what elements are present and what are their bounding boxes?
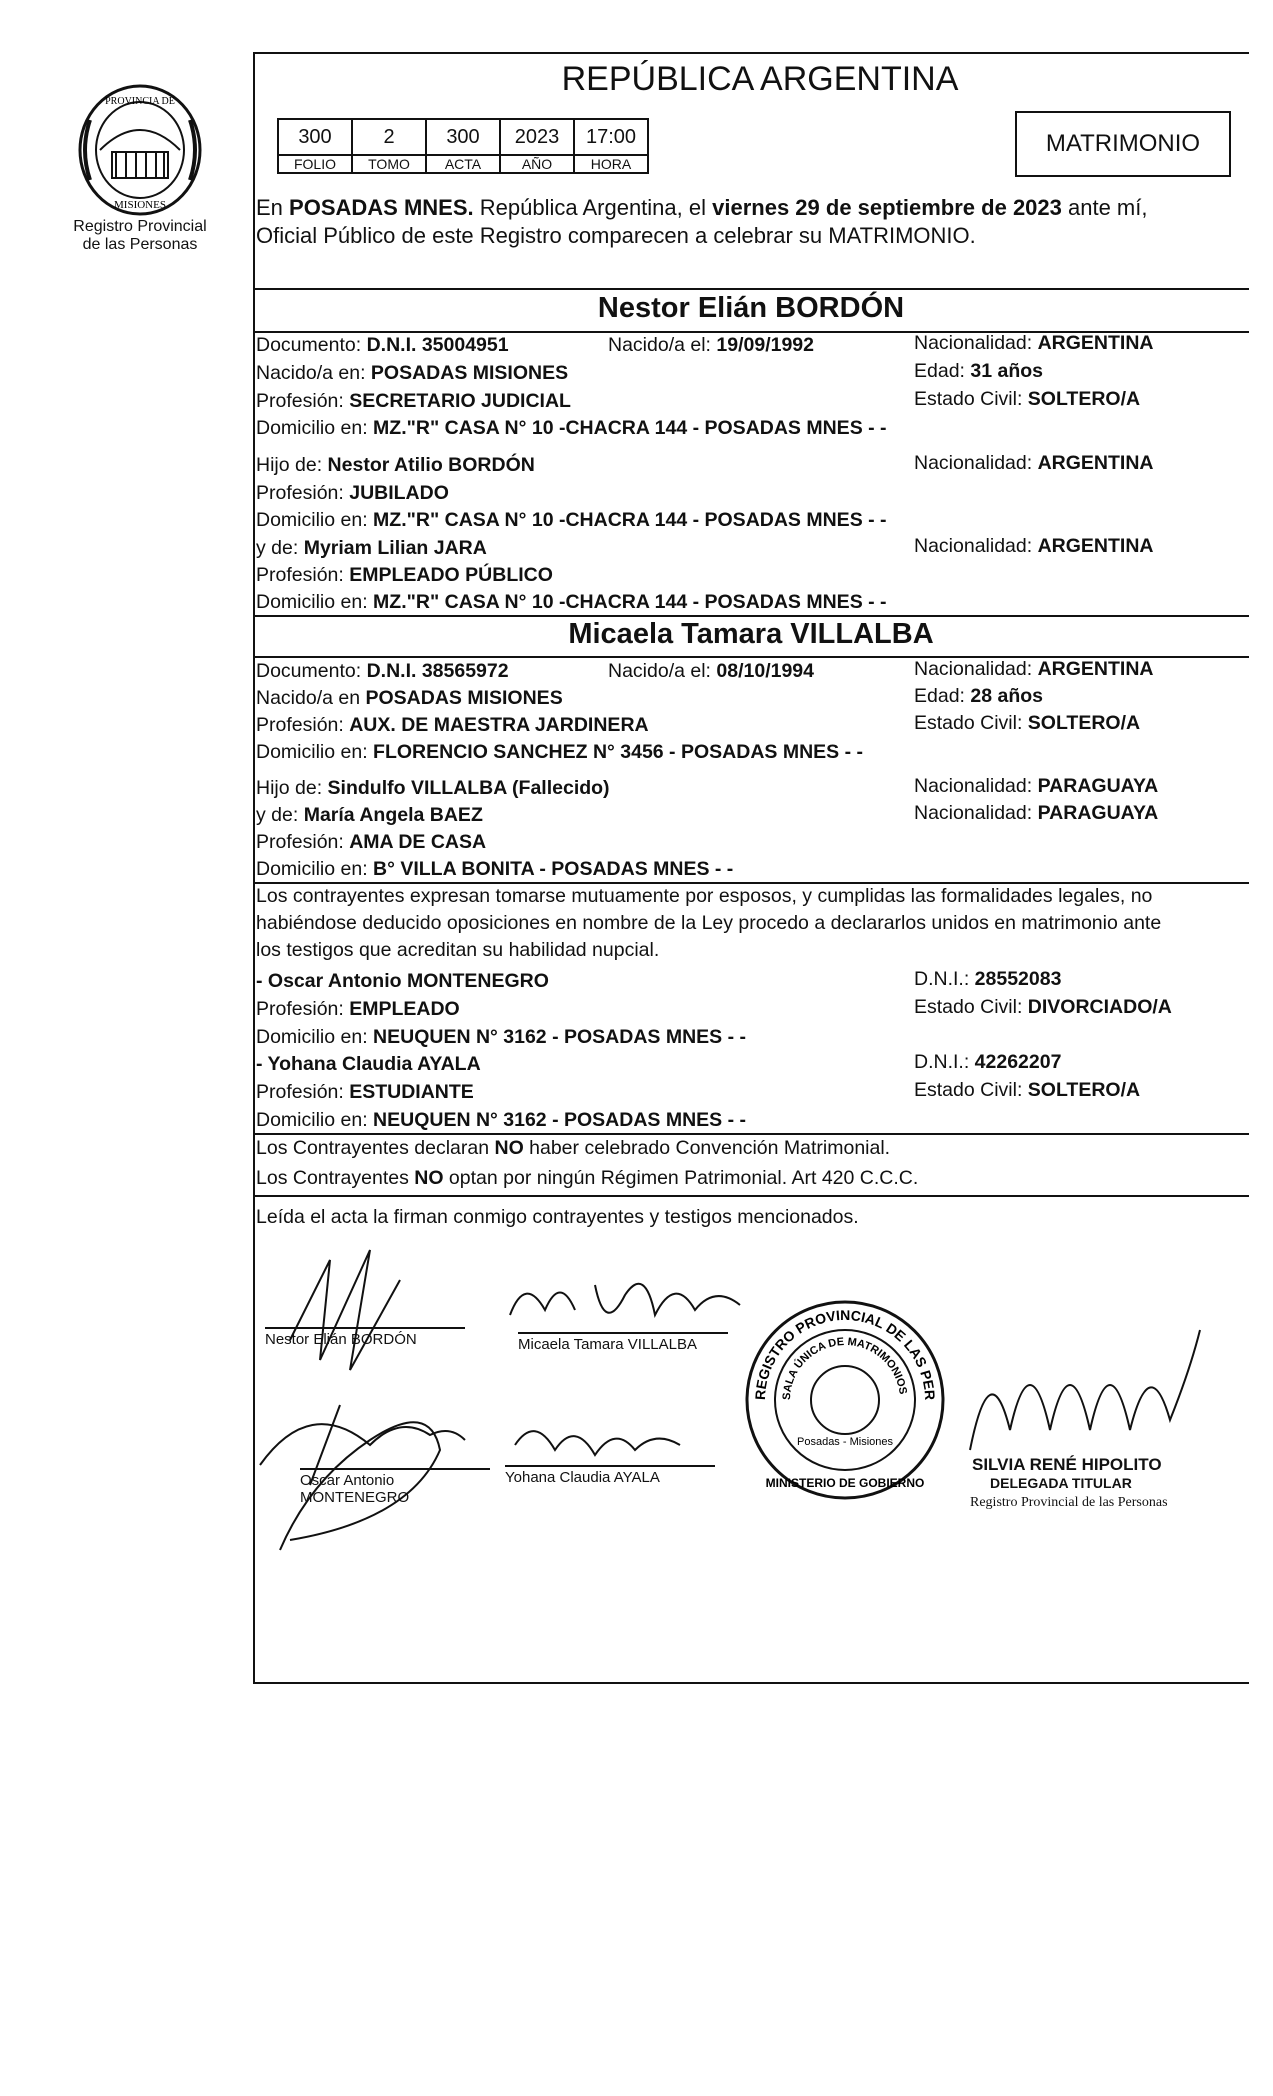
svg-text:SALA ÚNICA DE MATRIMONIOS: SALA ÚNICA DE MATRIMONIOS xyxy=(780,1335,909,1401)
hora-value: 17:00 xyxy=(574,119,648,155)
groom-age: Edad: 31 años xyxy=(914,360,1044,382)
bride-nationality: Nacionalidad: ARGENTINA xyxy=(914,658,1154,680)
bride-father: Hijo de: Sindulfo VILLALBA (Fallecido) xyxy=(256,777,610,799)
hora-label: HORA xyxy=(574,155,648,173)
witness-1-address: Domicilio en: NEUQUEN N° 3162 - POSADAS MNES - - xyxy=(256,1026,746,1048)
declaration-line-2: habiéndose deducido oposiciones en nombre de la Ley procedo a declararlos unidos en matrimonio ante xyxy=(256,912,1162,934)
groom-father-nationality: Nacionalidad: ARGENTINA xyxy=(914,452,1154,474)
groom-document: Documento: D.N.I. 35004951 xyxy=(256,334,509,356)
bride-mother-profession: Profesión: AMA DE CASA xyxy=(256,831,487,853)
declaration-line-1: Los contrayentes expresan tomarse mutuamente por esposos, y cumplidas las formalidades legales, no xyxy=(256,885,1153,907)
bride-document: Documento: D.N.I. 38565972 xyxy=(256,660,509,682)
witness-2-name: - Yohana Claudia AYALA xyxy=(256,1053,481,1075)
closing-statement: Leída el acta la firman conmigo contrayentes y testigos mencionados. xyxy=(256,1206,859,1228)
bride-birthdate: Nacido/a el: 08/10/1994 xyxy=(608,660,815,682)
groom-birthplace: Nacido/a en: POSADAS MISIONES xyxy=(256,362,569,384)
bride-profession: Profesión: AUX. DE MAESTRA JARDINERA xyxy=(256,714,649,736)
witness-2-address: Domicilio en: NEUQUEN N° 3162 - POSADAS MNES - - xyxy=(256,1109,746,1131)
bride-mother-nationality: Nacionalidad: PARAGUAYA xyxy=(914,802,1159,824)
official-signature-scribble xyxy=(960,1310,1210,1460)
bride-father-nationality: Nacionalidad: PARAGUAYA xyxy=(914,775,1159,797)
bride-civil-status: Estado Civil: SOLTERO/A xyxy=(914,712,1141,734)
groom-address: Domicilio en: MZ."R" CASA N° 10 -CHACRA 144 - POSADAS MNES - - xyxy=(256,417,887,439)
groom-profession: Profesión: SECRETARIO JUDICIAL xyxy=(256,390,571,412)
acta-label: ACTA xyxy=(426,155,500,173)
witness-2-profession: Profesión: ESTUDIANTE xyxy=(256,1081,474,1103)
official-name: SILVIA RENÉ HIPOLITO xyxy=(972,1455,1162,1474)
divider xyxy=(253,615,1249,617)
groom-father: Hijo de: Nestor Atilio BORDÓN xyxy=(256,454,535,476)
groom-mother-address: Domicilio en: MZ."R" CASA N° 10 -CHACRA 144 - POSADAS MNES - - xyxy=(256,591,887,613)
groom-mother: y de: Myriam Lilian JARA xyxy=(256,537,487,559)
witness-1-signature-label: Oscar Antonio MONTENEGRO xyxy=(300,1468,490,1506)
witness-2-signature-label: Yohana Claudia AYALA xyxy=(505,1465,715,1486)
bride-mother-address: Domicilio en: B° VILLA BONITA - POSADAS MNES - - xyxy=(256,858,734,880)
declaration-line-3: los testigos que acreditan su habilidad nupcial. xyxy=(256,939,660,961)
official-organization: Registro Provincial de las Personas xyxy=(970,1495,1168,1510)
groom-mother-profession: Profesión: EMPLEADO PÚBLICO xyxy=(256,564,553,586)
groom-father-address: Domicilio en: MZ."R" CASA N° 10 -CHACRA 144 - POSADAS MNES - - xyxy=(256,509,887,531)
groom-nationality: Nacionalidad: ARGENTINA xyxy=(914,332,1154,354)
bride-birthplace: Nacido/a en POSADAS MISIONES xyxy=(256,687,563,709)
groom-father-profession: Profesión: JUBILADO xyxy=(256,482,449,504)
bride-age: Edad: 28 años xyxy=(914,685,1044,707)
bride-name: Micaela Tamara VILLALBA xyxy=(568,618,934,650)
svg-text:PROVINCIA DE: PROVINCIA DE xyxy=(105,96,175,107)
anio-label: AÑO xyxy=(500,155,574,173)
bride-mother: y de: María Angela BAEZ xyxy=(256,804,483,826)
tomo-value: 2 xyxy=(352,119,426,155)
groom-mother-nationality: Nacionalidad: ARGENTINA xyxy=(914,535,1154,557)
folio-label: FOLIO xyxy=(278,155,352,173)
official-title: DELEGADA TITULAR xyxy=(990,1475,1132,1491)
groom-civil-status: Estado Civil: SOLTERO/A xyxy=(914,388,1141,410)
witness-1-civil-status: Estado Civil: DIVORCIADO/A xyxy=(914,996,1172,1018)
official-stamp xyxy=(734,1282,950,1505)
divider xyxy=(253,1133,1249,1135)
bride-address: Domicilio en: FLORENCIO SANCHEZ N° 3456 - POSADAS MNES - - xyxy=(256,741,863,763)
document-type-box: MATRIMONIO xyxy=(1015,111,1231,177)
witness-1-profession: Profesión: EMPLEADO xyxy=(256,998,460,1020)
svg-text:MISIONES: MISIONES xyxy=(114,199,166,211)
seal-caption: Registro Provincial de las Personas xyxy=(73,218,207,253)
groom-birthdate: Nacido/a el: 19/09/1992 xyxy=(608,334,815,356)
intro-paragraph: En POSADAS MNES. República Argentina, el viernes 29 de septiembre de 2023 ante mí, Oficial Público de este Registro comparecen a celebrar su MATRIMONIO. xyxy=(256,195,1148,248)
tomo-label: TOMO xyxy=(352,155,426,173)
divider xyxy=(253,288,1249,290)
groom-name: Nestor Elián BORDÓN xyxy=(597,292,905,324)
convention-statement: Los Contrayentes declaran NO haber celebrado Convención Matrimonial. xyxy=(256,1137,891,1159)
folio-value: 300 xyxy=(278,119,352,155)
svg-text:MINISTERIO DE GOBIERNO: MINISTERIO DE GOBIERNO xyxy=(765,1476,925,1490)
acta-value: 300 xyxy=(426,119,500,155)
witness-2-civil-status: Estado Civil: SOLTERO/A xyxy=(914,1079,1141,1101)
svg-text:Posadas - Misiones: Posadas - Misiones xyxy=(797,1436,893,1448)
record-meta-table xyxy=(277,118,649,174)
regime-statement: Los Contrayentes NO optan por ningún Régimen Patrimonial. Art 420 C.C.C. xyxy=(256,1167,919,1189)
page-title: REPÚBLICA ARGENTINA xyxy=(561,60,959,98)
bride-signature-label: Micaela Tamara VILLALBA xyxy=(518,1332,728,1353)
anio-value: 2023 xyxy=(500,119,574,155)
witness-2-dni: D.N.I.: 42262207 xyxy=(914,1051,1062,1073)
groom-signature-label: Nestor Elián BORDÓN xyxy=(265,1327,465,1348)
provincial-seal-logo xyxy=(60,80,220,220)
divider xyxy=(253,1195,1249,1197)
witness-1-dni: D.N.I.: 28552083 xyxy=(914,968,1062,990)
witness-1-name: - Oscar Antonio MONTENEGRO xyxy=(256,970,549,992)
svg-text:REGISTRO PROVINCIAL DE LAS PER: REGISTRO PROVINCIAL DE LAS PERSONAS xyxy=(734,1282,939,1401)
